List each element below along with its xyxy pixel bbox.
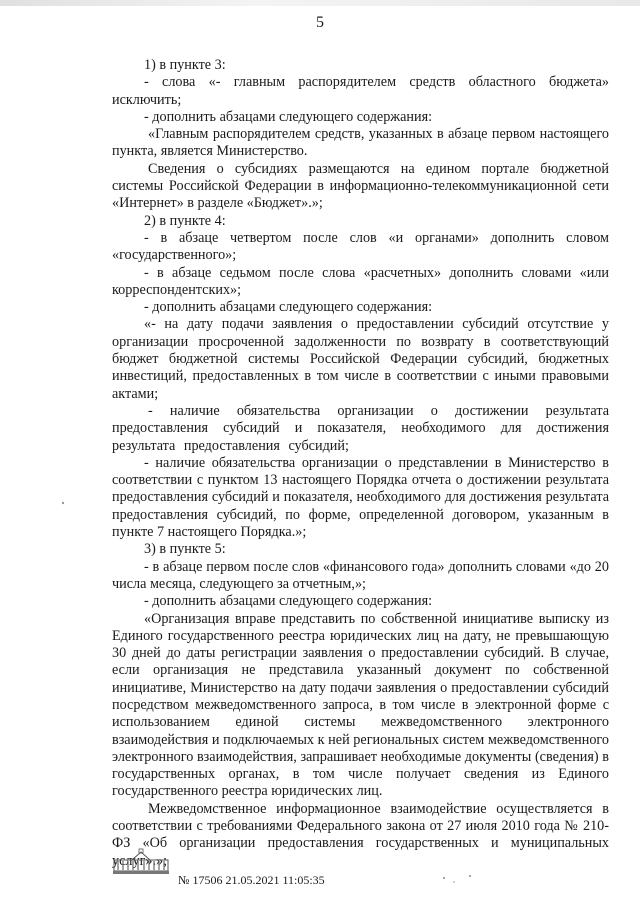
- document-body: [112, 57, 609, 870]
- scan-speck: [60, 500, 66, 506]
- paragraph-item-1: 1) в пункте 3:: [144, 57, 226, 73]
- paragraph-item-2-3: - дополнить абзацами следующего содержания:: [144, 299, 433, 316]
- document-registration-code: № 17506 21.05.2021 11:05:35: [178, 873, 325, 887]
- paragraph-quote-6: «Организация вправе представить по собственной инициативе выписку из Единого государственного реестра юридических лиц на дату, не превышающую 30 дней до даты регистрации заявления о предоставлении субсидий. В случае, если организация не представила указанный документ по собственной инициативе, Министерство на дату подачи заявления о предоставлении субсидий посредством межведомственного запроса, в том числе в электронной форме с использованием единой системы межведомственного электронного взаимодействия и подключаемых к ней региональных систем межведомственного электронного взаимодействия, запрашивает необходимые документы (сведения) в государственных органах, в том числе получает сведения из Единого государственного реестра юридических лиц.: [112, 610, 609, 800]
- building-logo: [112, 848, 170, 876]
- paragraph-quote-1: «Главным распорядителем средств, указанных в абзаце первом настоящего пункта, является Министерство.: [112, 126, 609, 160]
- paragraph-item-3: 3) в пункте 5:: [144, 541, 226, 558]
- page-number: 5: [316, 14, 324, 31]
- paragraph-quote-7: Межведомственное информационное взаимодействие осуществляется в соответствии с требованиями Федерального закона от 27 июля 2010 года № 210-ФЗ «Об организации предоставления государственных и муниципальных услуг».»;: [112, 800, 609, 869]
- paragraph-item-2-2: - в абзаце седьмом после слова «расчетных» дополнить словами «или корреспондентских»;: [112, 264, 609, 298]
- scan-edge-top: [0, 0, 640, 6]
- paragraph-item-2-1: - в абзаце четвертом после слов «и органами» дополнить словом «государственного»;: [112, 229, 609, 264]
- paragraph-quote-4: - наличие обязательства организации о достижении результата предоставления субсидий и показателя, необходимого для достижения результата предоставления субсидий;: [112, 402, 609, 454]
- paragraph-item-3-2: - дополнить абзацами следующего содержания:: [144, 593, 433, 610]
- paragraph-quote-3: «- на дату подачи заявления о предоставлении субсидий отсутствие у организации просроченной задолженности по возврату в соответствующий бюджет бюджетной системы Российской Федерации субсидий, бюджетных инвестиций, предоставленных в том числе в соответствии с иными правовыми актами;: [112, 316, 609, 402]
- scan-specks: [440, 872, 480, 886]
- paragraph-quote-2: Сведения о субсидиях размещаются на едином портале бюджетной системы Российской Федерации в информационно-телекоммуникационной сети «Интернет» в разделе «Бюджет».»;: [112, 160, 609, 212]
- paragraph-quote-5: - наличие обязательства организации о представлении в Министерство в соответствии с пунктом 13 настоящего Порядка отчета о достижении результата предоставления субсидий и показателя, необходимого для достижения результата предоставления субсидий, по форме, определенной договором, указанным в пункте 7 настоящего Порядка.»;: [112, 454, 609, 541]
- paragraph-item-3-1: - в абзаце первом после слов «финансового года» дополнить словами «до 20 числа месяца, следующего за отчетным,»;: [112, 558, 609, 592]
- paragraph-item-2: 2) в пункте 4:: [144, 212, 226, 229]
- paragraph-item-1-1: - слова «- главным распорядителем средств областного бюджета» исключить;: [112, 74, 609, 108]
- paragraph-item-1-2: - дополнить абзацами следующего содержания:: [144, 108, 433, 125]
